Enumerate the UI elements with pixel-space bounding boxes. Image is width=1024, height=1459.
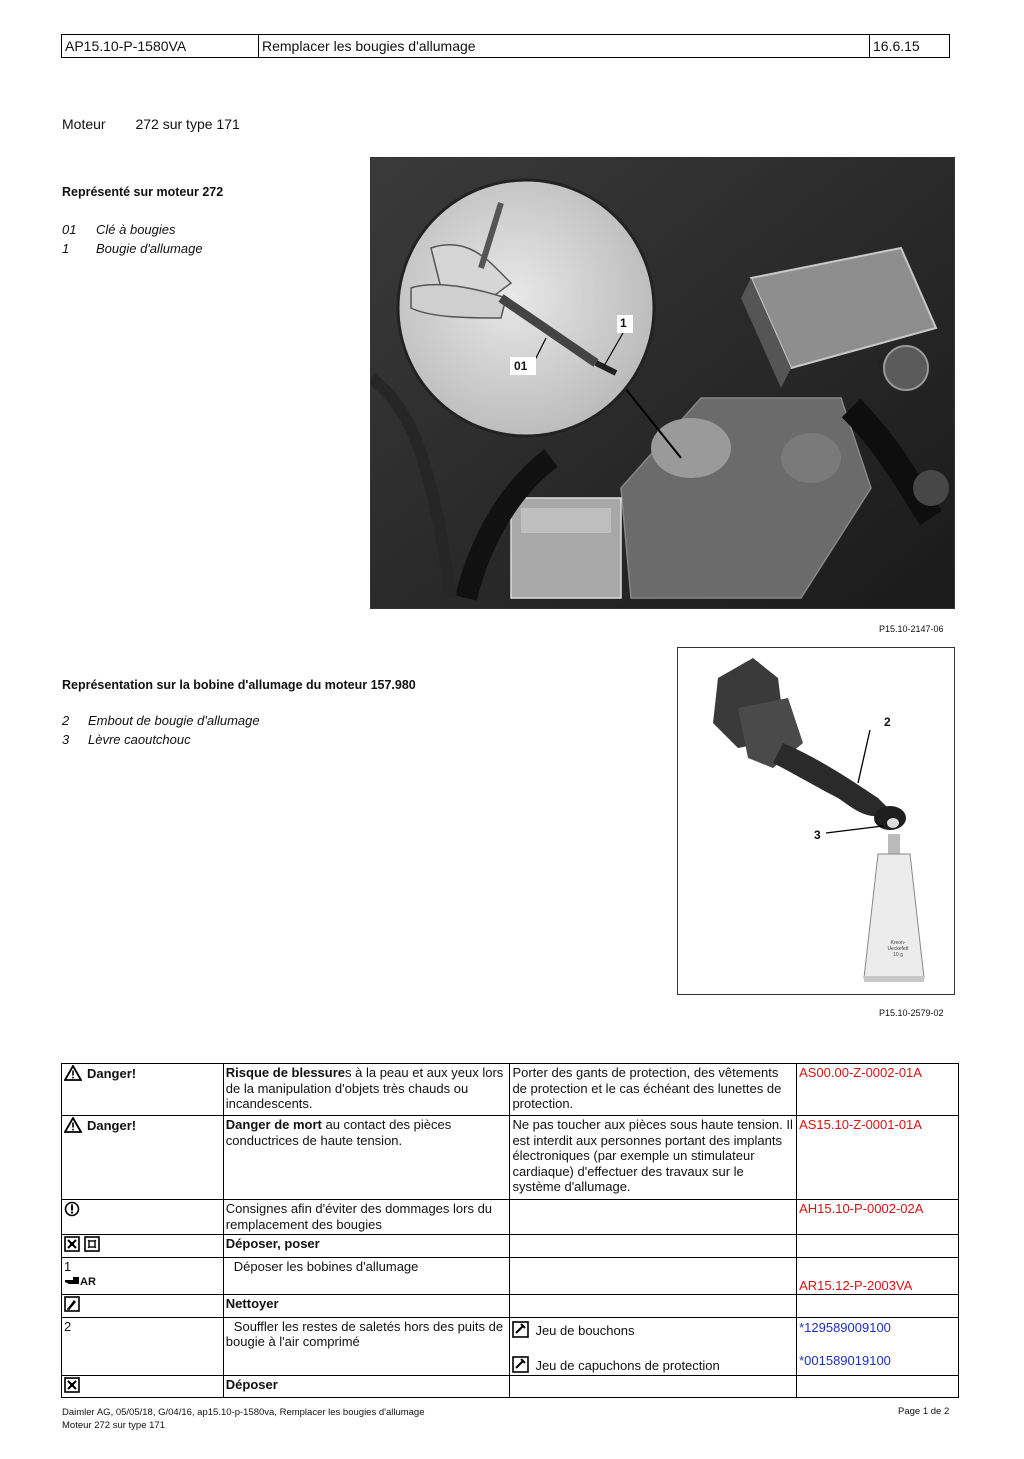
section2-legend	[62, 711, 260, 749]
special-tool-icon	[512, 1358, 535, 1373]
step-text: Déposer les bobines d'allumage	[233, 1259, 419, 1274]
table-row	[62, 1235, 959, 1258]
legend-item: 3 Lèvre caoutchouc	[62, 732, 191, 747]
document-id: AP15.10-P-1580VA	[62, 35, 259, 57]
table-row	[62, 1375, 959, 1398]
step-heading: Nettoyer	[225, 1296, 279, 1311]
step-number: 1	[64, 1259, 72, 1274]
document-title: Remplacer les bougies d'allumage	[259, 35, 870, 57]
hazard-title: Risque de blessure	[225, 1065, 346, 1080]
table-row	[62, 1064, 959, 1116]
table-row	[62, 1258, 959, 1295]
precaution-text: Porter des gants de protection, des vêtements de protection et le cas échéant des lunettes de protection.	[510, 1064, 797, 1116]
callout-1: 1	[620, 316, 627, 330]
tool-name: Jeu de bouchons	[535, 1322, 635, 1338]
tube-label: Kreon- Ueckefett 10 g	[887, 940, 909, 958]
clean-icon	[64, 1300, 80, 1315]
section2-heading: Représentation sur la bobine d'allumage du moteur 157.980	[62, 678, 416, 692]
callout-2: 2	[884, 715, 891, 729]
part-number-link[interactable]: *129589009100	[799, 1319, 891, 1335]
legend-item: 1 Bougie d'allumage	[62, 241, 203, 256]
figure-ref-1: P15.10-2147-06	[879, 624, 944, 634]
table-row	[62, 1295, 959, 1318]
step-number: 2	[62, 1317, 224, 1375]
engine-value: 272 sur type 171	[135, 116, 240, 132]
step-heading: Déposer, poser	[225, 1236, 320, 1251]
ar-tag: AR	[80, 1275, 96, 1288]
hazard-title: Danger de mort	[225, 1117, 322, 1132]
remove-icon	[64, 1240, 80, 1255]
part-number-link[interactable]: *001589019100	[799, 1353, 891, 1368]
callout-3: 3	[814, 828, 821, 842]
table-row	[62, 1317, 959, 1375]
engine-photo-drawing	[371, 158, 955, 609]
legend-item: 01 Clé à bougies	[62, 222, 176, 237]
danger-label: Danger!	[87, 1066, 137, 1081]
warning-triangle-icon	[64, 1065, 82, 1085]
doc-link[interactable]: AH15.10-P-0002-02A	[797, 1200, 959, 1235]
tool-name: Jeu de capuchons de protection	[535, 1358, 720, 1373]
note-text: Consignes afin d'éviter des dommages lors du remplacement des bougies	[223, 1200, 510, 1235]
precaution-text: Ne pas toucher aux pièces sous haute tension. Il est interdit aux personnes portant des implants électroniques (par exemple un stimulateur cardiaque) d'effectuer des travaux sur le système d'allumage.	[510, 1116, 797, 1200]
step-text: Souffler les restes de saletés hors des puits de bougie à l'air comprimé	[225, 1318, 504, 1349]
legend-item: 2 Embout de bougie d'allumage	[62, 713, 260, 728]
hand-pointer-icon	[64, 1276, 80, 1288]
step-heading: Déposer	[225, 1376, 278, 1392]
doc-link[interactable]: AS00.00-Z-0002-01A	[797, 1064, 959, 1116]
engine-photo	[370, 157, 955, 609]
remove-icon	[64, 1381, 80, 1396]
page-footer	[62, 1406, 425, 1432]
ignition-coil-photo	[677, 647, 955, 995]
operations-table	[61, 1063, 959, 1398]
engine-line	[62, 116, 240, 132]
doc-link[interactable]: AS15.10-Z-0001-01A	[797, 1116, 959, 1200]
callout-01: 01	[514, 359, 528, 373]
note-icon	[64, 1205, 80, 1220]
danger-label: Danger!	[87, 1118, 137, 1133]
hazard-text: au contact des pièces conductrices de haute tension.	[225, 1117, 452, 1148]
footer-line-1: Daimler AG, 05/05/18, G/04/16, ap15.10-p-1580va, Remplacer les bougies d'allumage	[62, 1407, 425, 1418]
document-header	[61, 34, 950, 58]
engine-label: Moteur	[62, 116, 106, 132]
page-number: Page 1 de 2	[898, 1406, 950, 1417]
table-row	[62, 1200, 959, 1235]
special-tool-icon	[512, 1323, 535, 1338]
install-icon	[84, 1240, 100, 1255]
document-date: 16.6.15	[873, 38, 920, 54]
section1-heading: Représenté sur moteur 272	[62, 185, 224, 199]
figure-ref-2: P15.10-2579-02	[879, 1008, 944, 1018]
warning-triangle-icon	[64, 1117, 82, 1137]
hazard-text: s à la peau et aux yeux lors de la manipulation d'objets très chauds ou incandescents.	[225, 1065, 504, 1111]
table-row	[62, 1116, 959, 1200]
footer-line-2: Moteur 272 sur type 171	[62, 1420, 165, 1431]
doc-link[interactable]: AR15.12-P-2003VA	[797, 1258, 959, 1295]
section1-legend	[62, 220, 203, 258]
